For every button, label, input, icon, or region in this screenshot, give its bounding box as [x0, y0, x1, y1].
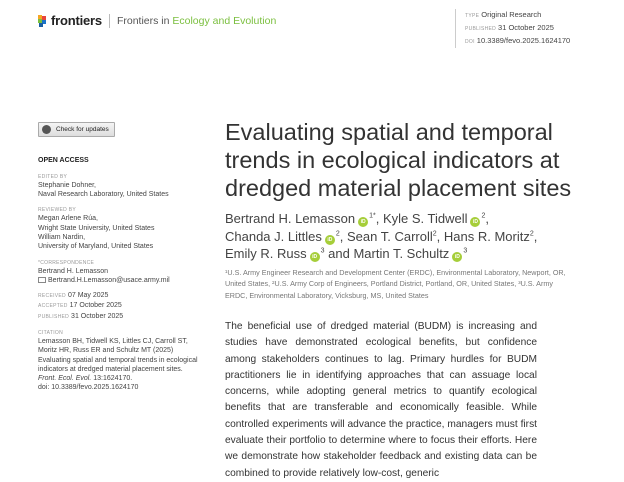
correspondence-email-row: [38, 276, 198, 285]
check-updates-label: Check for updates: [56, 126, 109, 133]
affiliation-marker: 3: [320, 247, 325, 255]
doi-link[interactable]: 10.3389/fevo.2025.1624170: [476, 36, 571, 45]
author[interactable]: Sean T. Carroll: [346, 228, 433, 244]
brand-name: frontiers: [51, 13, 102, 28]
author[interactable]: Emily R. Russ: [225, 246, 307, 261]
author[interactable]: Chanda J. Littles: [225, 228, 322, 244]
reviewer-line: William Nardin,: [38, 233, 86, 241]
orcid-icon[interactable]: iD: [325, 235, 335, 245]
check-for-updates-button[interactable]: [38, 122, 115, 137]
affiliation-marker: 2: [529, 230, 534, 238]
article-title: Evaluating spatial and temporal trends in ecological indicators at dredged material placement sites: [225, 119, 572, 201]
article-type: Original Research: [481, 10, 542, 19]
correspondence-name: Bertrand H. Lemasson: [38, 267, 109, 275]
orcid-icon[interactable]: iD: [310, 252, 320, 262]
sidebar: [38, 122, 198, 393]
journal-prefix: Frontiers in: [116, 14, 170, 27]
editor-affiliation: Naval Research Laboratory, United States: [38, 191, 169, 199]
affiliations: ¹U.S. Army Engineer Research and Development Center (ERDC), Environmental Laboratory, Newport, OR, United States, ²U.S. Army Corp of Engineers, Portland District, Portland, OR, United States, ³U.S. Army ERDC, Environmental Laboratory, Vicksburg, MS, United States: [225, 267, 566, 300]
author[interactable]: Bertrand H. Lemasson: [225, 211, 356, 226]
published-label: PUBLISHED: [465, 26, 497, 32]
reviewed-by-label: REVIEWED BY: [38, 207, 77, 214]
abstract: The beneficial use of dredged material (BUDM) is increasing and studies have demonstrated ecological benefits, but confidence among stakeholders continues to lag. Primary hurdles for BUDM practitioners lie in identifying approaches that can assuage local concerns, while adopting general metrics to quantify ecological benefits that are transferable and economically feasible. While controlled experiments will advance the practice, managers must first evaluate their portfolio to determine where to focus their efforts. Here we demonstrate how stakeholder feedback and existing data can be combined to provide relatively low-cost, generic: [225, 321, 537, 479]
frontiers-logo-icon: [38, 15, 47, 27]
affiliation-marker: 2: [481, 212, 486, 220]
citation-doi[interactable]: doi: 10.3389/fevo.2025.1624170: [38, 384, 139, 392]
article-main: [225, 118, 572, 482]
journal-header: [38, 13, 276, 28]
affiliation-marker: 1*: [369, 212, 376, 220]
reviewer-line: Megan Arlene Rúa,: [38, 215, 98, 223]
citation-text: Lemasson BH, Tidwell KS, Littles CJ, Carroll ST, Moritz HR, Russ ER and Schultz MT (2025) Evaluating spatial and temporal trends in ecological indicators at dredged material placement sites. Front. Ecol. Evol. 13:1624170. doi: 10.3389/fevo.2025.1624170: [38, 338, 198, 392]
crossmark-icon: [42, 125, 51, 134]
correspondence-email[interactable]: Bertrand.H.Lemasson@usace.army.mil: [48, 276, 170, 284]
published-date: 31 October 2025: [498, 23, 554, 32]
orcid-icon[interactable]: iD: [358, 217, 368, 227]
reviewer-line: Wright State University, United States: [38, 224, 155, 232]
open-access-label: OPEN ACCESS: [38, 157, 89, 165]
orcid-icon[interactable]: iD: [470, 217, 480, 227]
divider: [109, 14, 110, 28]
correspondence-label: *CORRESPONDENCE: [38, 259, 95, 266]
edited-by-label: EDITED BY: [38, 173, 68, 180]
orcid-icon[interactable]: iD: [452, 252, 462, 262]
journal-name: [117, 15, 276, 27]
received-row: RECEIVED 07 May 2025: [38, 292, 109, 300]
reviewer-line: University of Maryland, United States: [38, 243, 154, 251]
affiliation-marker: 2: [335, 230, 340, 238]
editor-name: Stephanie Dohner,: [38, 181, 96, 189]
author[interactable]: Martin T. Schultz: [353, 246, 450, 261]
author[interactable]: Hans R. Moritz: [443, 228, 530, 244]
author[interactable]: Kyle S. Tidwell: [382, 211, 468, 226]
accepted-row: ACCEPTED 17 October 2025: [38, 302, 122, 310]
type-label: TYPE: [465, 13, 480, 19]
affiliation-marker: 2: [432, 230, 437, 238]
article-meta: [455, 9, 570, 48]
citation-label: CITATION: [38, 330, 63, 336]
doi-label: DOI: [465, 39, 475, 45]
affiliation-marker: 3: [463, 247, 468, 255]
journal-title: Ecology and Evolution: [172, 14, 277, 27]
author-list: Bertrand H. Lemasson $iD^{1*}$, Kyle S. Tidwell $iD^2$, Chanda J. Littles $iD^2$, Sean T. Carroll$^2$, Hans R. Moritz$^2$, Emily R. Russ $iD^3$ and Martin T. Schultz $iD^3$: [225, 211, 538, 261]
published-row: PUBLISHED 31 October 2025: [38, 312, 124, 320]
mail-icon: [38, 277, 46, 283]
